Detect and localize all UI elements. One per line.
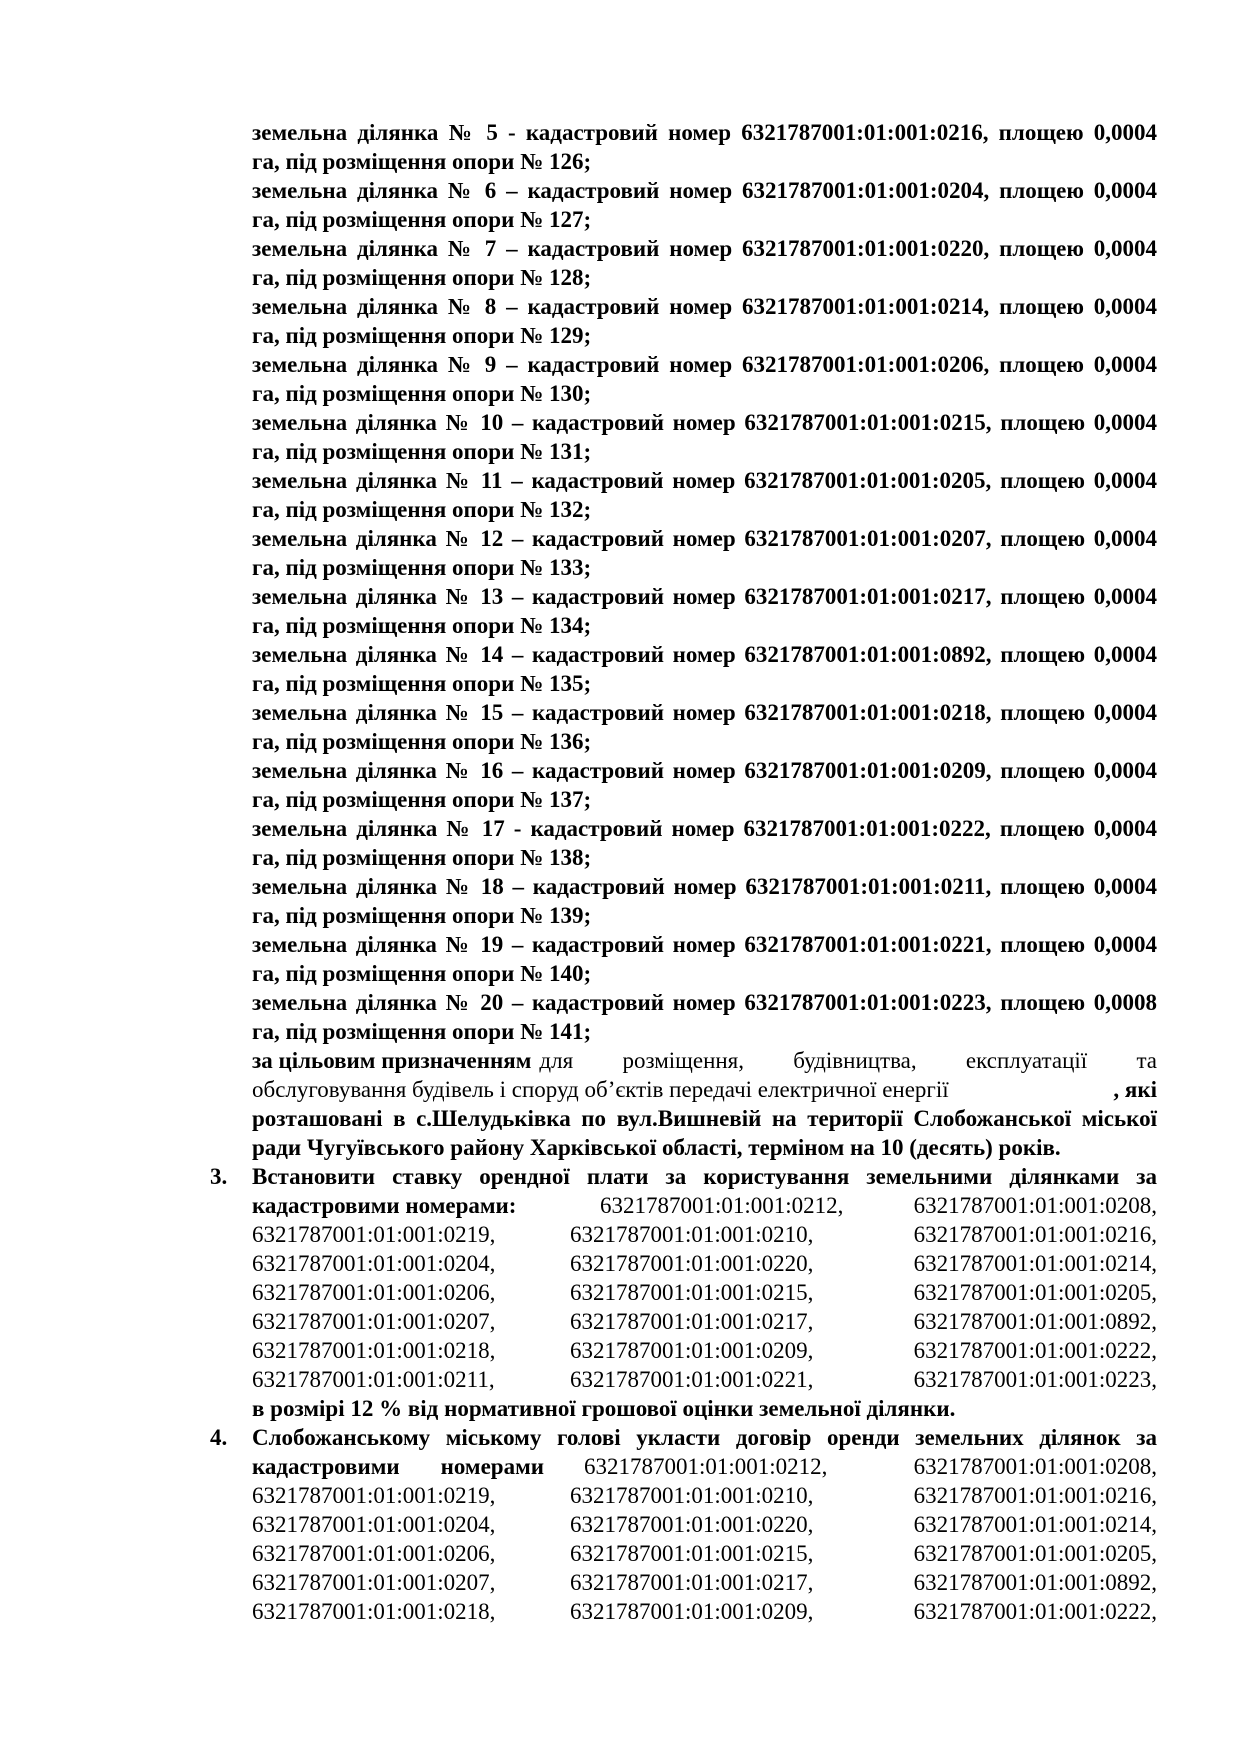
cadastral-number: 6321787001:01:001:0210, bbox=[570, 1483, 814, 1508]
plot-line-support: га, під розміщення опори № 141; bbox=[252, 1019, 592, 1044]
cadastral-number: 6321787001:01:001:0204, bbox=[252, 1512, 496, 1537]
plot-line-support: га, під розміщення опори № 129; bbox=[252, 323, 592, 348]
purpose-line-2-bold: , які bbox=[1113, 1077, 1157, 1102]
purpose-bold-intro: за цільовим призначенням bbox=[252, 1048, 532, 1073]
cadastral-number: 6321787001:01:001:0892, bbox=[913, 1570, 1157, 1595]
plot-line-support: га, під розміщення опори № 136; bbox=[252, 729, 592, 754]
cadastral-number: 6321787001:01:001:0207, bbox=[252, 1309, 496, 1334]
item-4-label bbox=[252, 1452, 570, 1481]
plot-line-main: земельна ділянка № 15 – кадастровий номер 6321787001:01:001:0218, площею 0,0004 bbox=[252, 700, 1157, 725]
cadastral-number: 6321787001:01:001:0220, bbox=[570, 1251, 814, 1276]
item-4-cadastral-b: 6321787001:01:001:0208, bbox=[913, 1454, 1157, 1479]
plot-line-main: земельна ділянка № 17 - кадастровий номер 6321787001:01:001:0222, площею 0,0004 bbox=[252, 816, 1157, 841]
purpose-line-1-rest: для розміщення, будівництва, експлуатації та bbox=[539, 1048, 1157, 1073]
item-3-cadastral-a: 6321787001:01:001:0212, bbox=[600, 1193, 844, 1218]
cadastral-number: 6321787001:01:001:0205, bbox=[913, 1541, 1157, 1566]
cadastral-number: 6321787001:01:001:0215, bbox=[570, 1280, 814, 1305]
land-plots-list bbox=[252, 118, 1157, 1046]
cadastral-number: 6321787001:01:001:0219, bbox=[252, 1483, 496, 1508]
cadastral-number: 6321787001:01:001:0207, bbox=[252, 1570, 496, 1595]
cadastral-number: 6321787001:01:001:0223, bbox=[913, 1367, 1157, 1392]
cadastral-number: 6321787001:01:001:0216, bbox=[913, 1222, 1157, 1247]
cadastral-number: 6321787001:01:001:0209, bbox=[570, 1599, 814, 1624]
plot-line-main: земельна ділянка № 8 – кадастровий номер 6321787001:01:001:0214, площею 0,0004 bbox=[252, 294, 1157, 319]
item-4-number: 4. bbox=[210, 1425, 228, 1450]
cadastral-number: 6321787001:01:001:0220, bbox=[570, 1512, 814, 1537]
item-3-line-2 bbox=[252, 1191, 1157, 1220]
cadastral-number: 6321787001:01:001:0209, bbox=[570, 1338, 814, 1363]
plot-line-support: га, під розміщення опори № 126; bbox=[252, 149, 592, 174]
cadastral-number: 6321787001:01:001:0217, bbox=[570, 1570, 814, 1595]
plot-line-main: земельна ділянка № 9 – кадастровий номер 6321787001:01:001:0206, площею 0,0004 bbox=[252, 352, 1157, 377]
cadastral-number: 6321787001:01:001:0210, bbox=[570, 1222, 814, 1247]
plot-line-support: га, під розміщення опори № 137; bbox=[252, 787, 592, 812]
item-4-cadastral-grid bbox=[252, 1481, 1157, 1626]
item-3-rate-text: в розмірі 12 % від нормативної грошової оцінки земельної ділянки. bbox=[252, 1396, 956, 1421]
plot-line-support: га, під розміщення опори № 130; bbox=[252, 381, 592, 406]
plot-line-main: земельна ділянка № 19 – кадастровий номер 6321787001:01:001:0221, площею 0,0004 bbox=[252, 932, 1157, 957]
cadastral-number: 6321787001:01:001:0214, bbox=[913, 1251, 1157, 1276]
item-4-line-1: Слобожанському міському голові укласти договір оренди земельних ділянок за bbox=[252, 1425, 1157, 1450]
item-3-cadastral-b: 6321787001:01:001:0208, bbox=[913, 1193, 1157, 1218]
plot-line-main: земельна ділянка № 10 – кадастровий номер 6321787001:01:001:0215, площею 0,0004 bbox=[252, 410, 1157, 435]
plot-line-support: га, під розміщення опори № 128; bbox=[252, 265, 592, 290]
plot-line-main: земельна ділянка № 5 - кадастровий номер 6321787001:01:001:0216, площею 0,0004 bbox=[252, 120, 1157, 145]
item-4-cadastral-a: 6321787001:01:001:0212, bbox=[584, 1454, 828, 1479]
purpose-line-3: розташовані в с.Шелудьківка по вул.Вишневій на території Слобожанської міської bbox=[252, 1106, 1157, 1131]
plot-line-main: земельна ділянка № 12 – кадастровий номер 6321787001:01:001:0207, площею 0,0004 bbox=[252, 526, 1157, 551]
plot-line-support: га, під розміщення опори № 135; bbox=[252, 671, 592, 696]
cadastral-number: 6321787001:01:001:0222, bbox=[913, 1338, 1157, 1363]
plot-line-support: га, під розміщення опори № 127; bbox=[252, 207, 592, 232]
cadastral-number: 6321787001:01:001:0221, bbox=[570, 1367, 814, 1392]
cadastral-number: 6321787001:01:001:0892, bbox=[913, 1309, 1157, 1334]
plot-line-main: земельна ділянка № 13 – кадастровий номер 6321787001:01:001:0217, площею 0,0004 bbox=[252, 584, 1157, 609]
item-4-line-2 bbox=[252, 1452, 1157, 1481]
item-3-line-1: Встановити ставку орендної плати за користування земельними ділянками за bbox=[252, 1164, 1157, 1189]
cadastral-number: 6321787001:01:001:0215, bbox=[570, 1541, 814, 1566]
cadastral-number: 6321787001:01:001:0217, bbox=[570, 1309, 814, 1334]
cadastral-number: 6321787001:01:001:0216, bbox=[913, 1483, 1157, 1508]
plot-line-main: земельна ділянка № 6 – кадастровий номер 6321787001:01:001:0204, площею 0,0004 bbox=[252, 178, 1157, 203]
plot-line-main: земельна ділянка № 14 – кадастровий номер 6321787001:01:001:0892, площею 0,0004 bbox=[252, 642, 1157, 667]
cadastral-number: 6321787001:01:001:0219, bbox=[252, 1222, 496, 1247]
plot-line-main: земельна ділянка № 11 – кадастровий номер 6321787001:01:001:0205, площею 0,0004 bbox=[252, 468, 1157, 493]
cadastral-number: 6321787001:01:001:0206, bbox=[252, 1541, 496, 1566]
item-3-cadastral-grid bbox=[252, 1220, 1157, 1394]
item-4-label-2: номерами bbox=[440, 1454, 544, 1479]
plot-line-support: га, під розміщення опори № 134; bbox=[252, 613, 592, 638]
plot-line-support: га, під розміщення опори № 140; bbox=[252, 961, 592, 986]
cadastral-number: 6321787001:01:001:0211, bbox=[252, 1367, 495, 1392]
purpose-line-2 bbox=[252, 1075, 1157, 1104]
cadastral-number: 6321787001:01:001:0222, bbox=[913, 1599, 1157, 1624]
plot-line-main: земельна ділянка № 7 – кадастровий номер 6321787001:01:001:0220, площею 0,0004 bbox=[252, 236, 1157, 261]
cadastral-number: 6321787001:01:001:0218, bbox=[252, 1338, 496, 1363]
plot-line-support: га, під розміщення опори № 132; bbox=[252, 497, 592, 522]
cadastral-number: 6321787001:01:001:0206, bbox=[252, 1280, 496, 1305]
plot-line-main: земельна ділянка № 20 – кадастровий номер 6321787001:01:001:0223, площею 0,0008 bbox=[252, 990, 1157, 1015]
plot-line-support: га, під розміщення опори № 133; bbox=[252, 555, 592, 580]
cadastral-number: 6321787001:01:001:0204, bbox=[252, 1251, 496, 1276]
plot-line-main: земельна ділянка № 16 – кадастровий номер 6321787001:01:001:0209, площею 0,0004 bbox=[252, 758, 1157, 783]
purpose-line-2-text: обслуговування будівель і споруд об’єктів передачі електричної енергії bbox=[252, 1077, 949, 1102]
plot-line-main: земельна ділянка № 18 – кадастровий номер 6321787001:01:001:0211, площею 0,0004 bbox=[252, 874, 1157, 899]
item-3-label: кадастровими номерами: bbox=[252, 1193, 517, 1218]
plot-line-support: га, під розміщення опори № 131; bbox=[252, 439, 592, 464]
purpose-line-4: ради Чугуївського району Харківської області, терміном на 10 (десять) років. bbox=[252, 1135, 1061, 1160]
plot-line-support: га, під розміщення опори № 138; bbox=[252, 845, 592, 870]
purpose-line-1 bbox=[252, 1046, 1157, 1075]
cadastral-number: 6321787001:01:001:0214, bbox=[913, 1512, 1157, 1537]
plot-line-support: га, під розміщення опори № 139; bbox=[252, 903, 592, 928]
item-4-label-1: кадастровими bbox=[252, 1454, 400, 1479]
item-3-number: 3. bbox=[210, 1164, 228, 1189]
cadastral-number: 6321787001:01:001:0218, bbox=[252, 1599, 496, 1624]
cadastral-number: 6321787001:01:001:0205, bbox=[913, 1280, 1157, 1305]
